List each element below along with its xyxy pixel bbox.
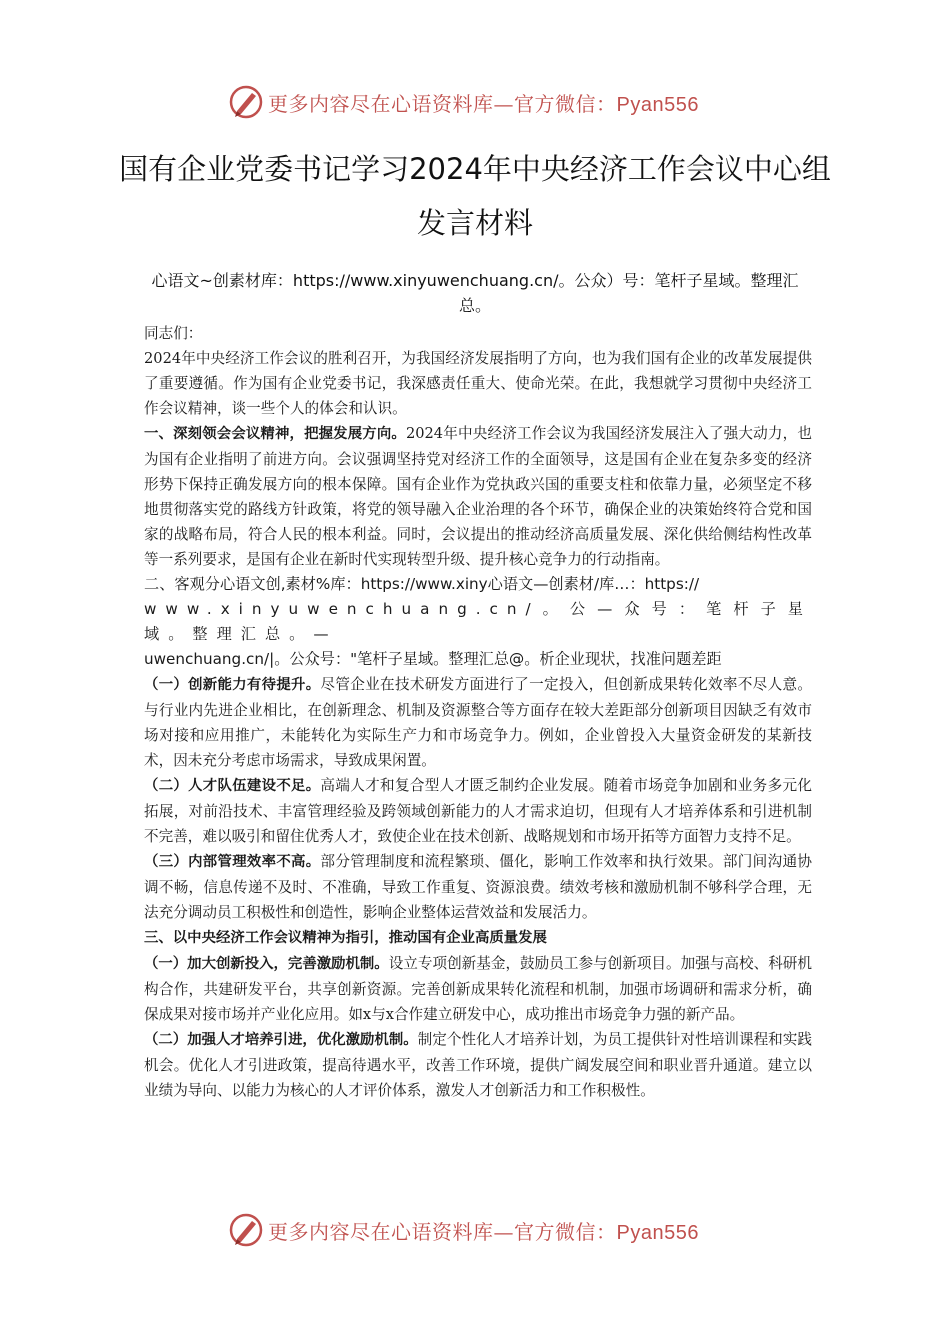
problem-1-text: 尽管企业在技术研发方面进行了一定投入，但创新成果转化效率不尽人意。与行业内先进企业相比，在创新理念、机制及资源整合等方面存在较大差距部分创新项目因缺乏有效市场对接和应用推广，未能转化为实际生产力和市场竞争力。例如，企业曾投入大量资金研发的某新技术，因未充分考虑市场需求，导致成果闲置。	[144, 676, 812, 769]
section-1-text: 2024年中央经济工作会议为我国经济发展注入了强大动力，也为国有企业指明了前进方向。会议强调坚持党对经济工作的全面领导，这是国有企业在复杂多变的经济形势下保持正确发展方向的根本保障。国有企业作为党执政兴国的重要支柱和依靠力量，必须坚定不移地贯彻落实党的路线方针政策，将党的领导融入企业治理的各个环节，确保企业的决策始终符合党和国家的战略布局，符合人民的根本利益。同时，会议提出的推动经济高质量发展、深化供给侧结构性改革等一系列要求，是国有企业在新时代实现转型升级、提升核心竞争力的行动指南。	[144, 425, 812, 568]
source-line: 心语文~创素材库：https://www.xinyuwenchuang.cn/。公众）号：笔杆子星域。整理汇总。	[151, 271, 799, 315]
problem-3	[144, 849, 812, 925]
measure-2-heading: （二）加强人才培养引进，优化激励机制。	[144, 1032, 418, 1048]
banner-handle: Pyan556	[616, 1221, 699, 1244]
greeting: 同志们：	[144, 325, 203, 342]
problem-2-heading: （二）人才队伍建设不足。	[144, 778, 321, 794]
banner-text: 更多内容尽在心语资料库—官方微信：Pyan556	[268, 1219, 699, 1244]
measure-1-text: 设立专项创新基金，鼓励员工参与创新项目。加强与高校、科研机构合作，共建研发平台，共享创新资源。完善创新成果转化流程和机制，加强市场调研和需求分析，确保成果对接市场并产业化应用。如x与x合作建立研发中心，成功推出市场竞争力强的新产品。	[144, 955, 812, 1023]
problem-3-text: 部分管理制度和流程繁琐、僵化，影响工作效率和执行效果。部门间沟通协调不畅，信息传递不及时、不准确，导致工作重复、资源浪费。绩效考核和激励机制不够科学合理，无法充分调动员工积极性和创造性，影响企业整体运营效益和发展活力。	[144, 853, 812, 921]
intro-paragraph: 2024年中央经济工作会议的胜利召开，为我国经济发展指明了方向，也为我们国有企业的改革发展提供了重要遵循。作为国有企业党委书记，我深感责任重大、使命光荣。在此，我想就学习贯彻中央经济工作会议精神，谈一些个人的体会和认识。	[144, 350, 812, 417]
banner-text: 更多内容尽在心语资料库—官方微信：Pyan556	[268, 91, 699, 116]
measure-2-text: 制定个性化人才培养计划，为员工提供针对性培训课程和实践机会。优化人才引进政策，提高待遇水平，改善工作环境，提供广阔发展空间和职业晋升通道。建立以业绩为导向、以能力为核心的人才评价体系，激发人才创新活力和工作积极性。	[144, 1031, 812, 1099]
measure-1	[144, 951, 812, 1027]
section-1-heading: 一、深刻领会会议精神，把握发展方向。	[144, 426, 406, 442]
problem-1	[144, 672, 812, 773]
pen-logo-icon	[228, 84, 264, 120]
banner-handle: Pyan556	[616, 93, 699, 116]
footer-banner	[228, 1210, 748, 1250]
problem-2	[144, 773, 812, 849]
pen-logo-icon	[228, 1212, 264, 1248]
article-body	[144, 321, 812, 1103]
measure-2	[144, 1027, 812, 1103]
page-title: 国有企业党委书记学习2024年中央经济工作会议中心组发言材料	[119, 152, 831, 240]
problem-3-heading: （三）内部管理效率不高。	[144, 854, 321, 870]
section-3-heading: 三、以中央经济工作会议精神为指引，推动国有企业高质量发展	[144, 930, 547, 946]
problem-2-text: 高端人才和复合型人才匮乏制约企业发展。随着市场竞争加剧和业务多元化拓展，对前沿技术、丰富管理经验及跨领域创新能力的人才需求迫切，但现有人才培养体系和引进机制不完善，难以吸引和留住优秀人才，致使企业在技术创新、战略规划和市场开拓等方面智力支持不足。	[144, 777, 812, 845]
section-2-heading: 二、客观分心语文创,素材%库：https://www.xiny心语文—创素材/库…：https:// www.xinyuwenchuang.cn/。公—众号：笔杆子星域。整理汇总。— uwenchuang.cn/|。公众号："笔杆子星域。整理汇总@。析企业现状，找准问题差距	[144, 575, 812, 668]
problem-1-heading: （一）创新能力有待提升。	[144, 677, 321, 693]
section-1	[144, 421, 812, 572]
measure-1-heading: （一）加大创新投入，完善激励机制。	[144, 956, 389, 972]
header-banner	[228, 82, 748, 122]
